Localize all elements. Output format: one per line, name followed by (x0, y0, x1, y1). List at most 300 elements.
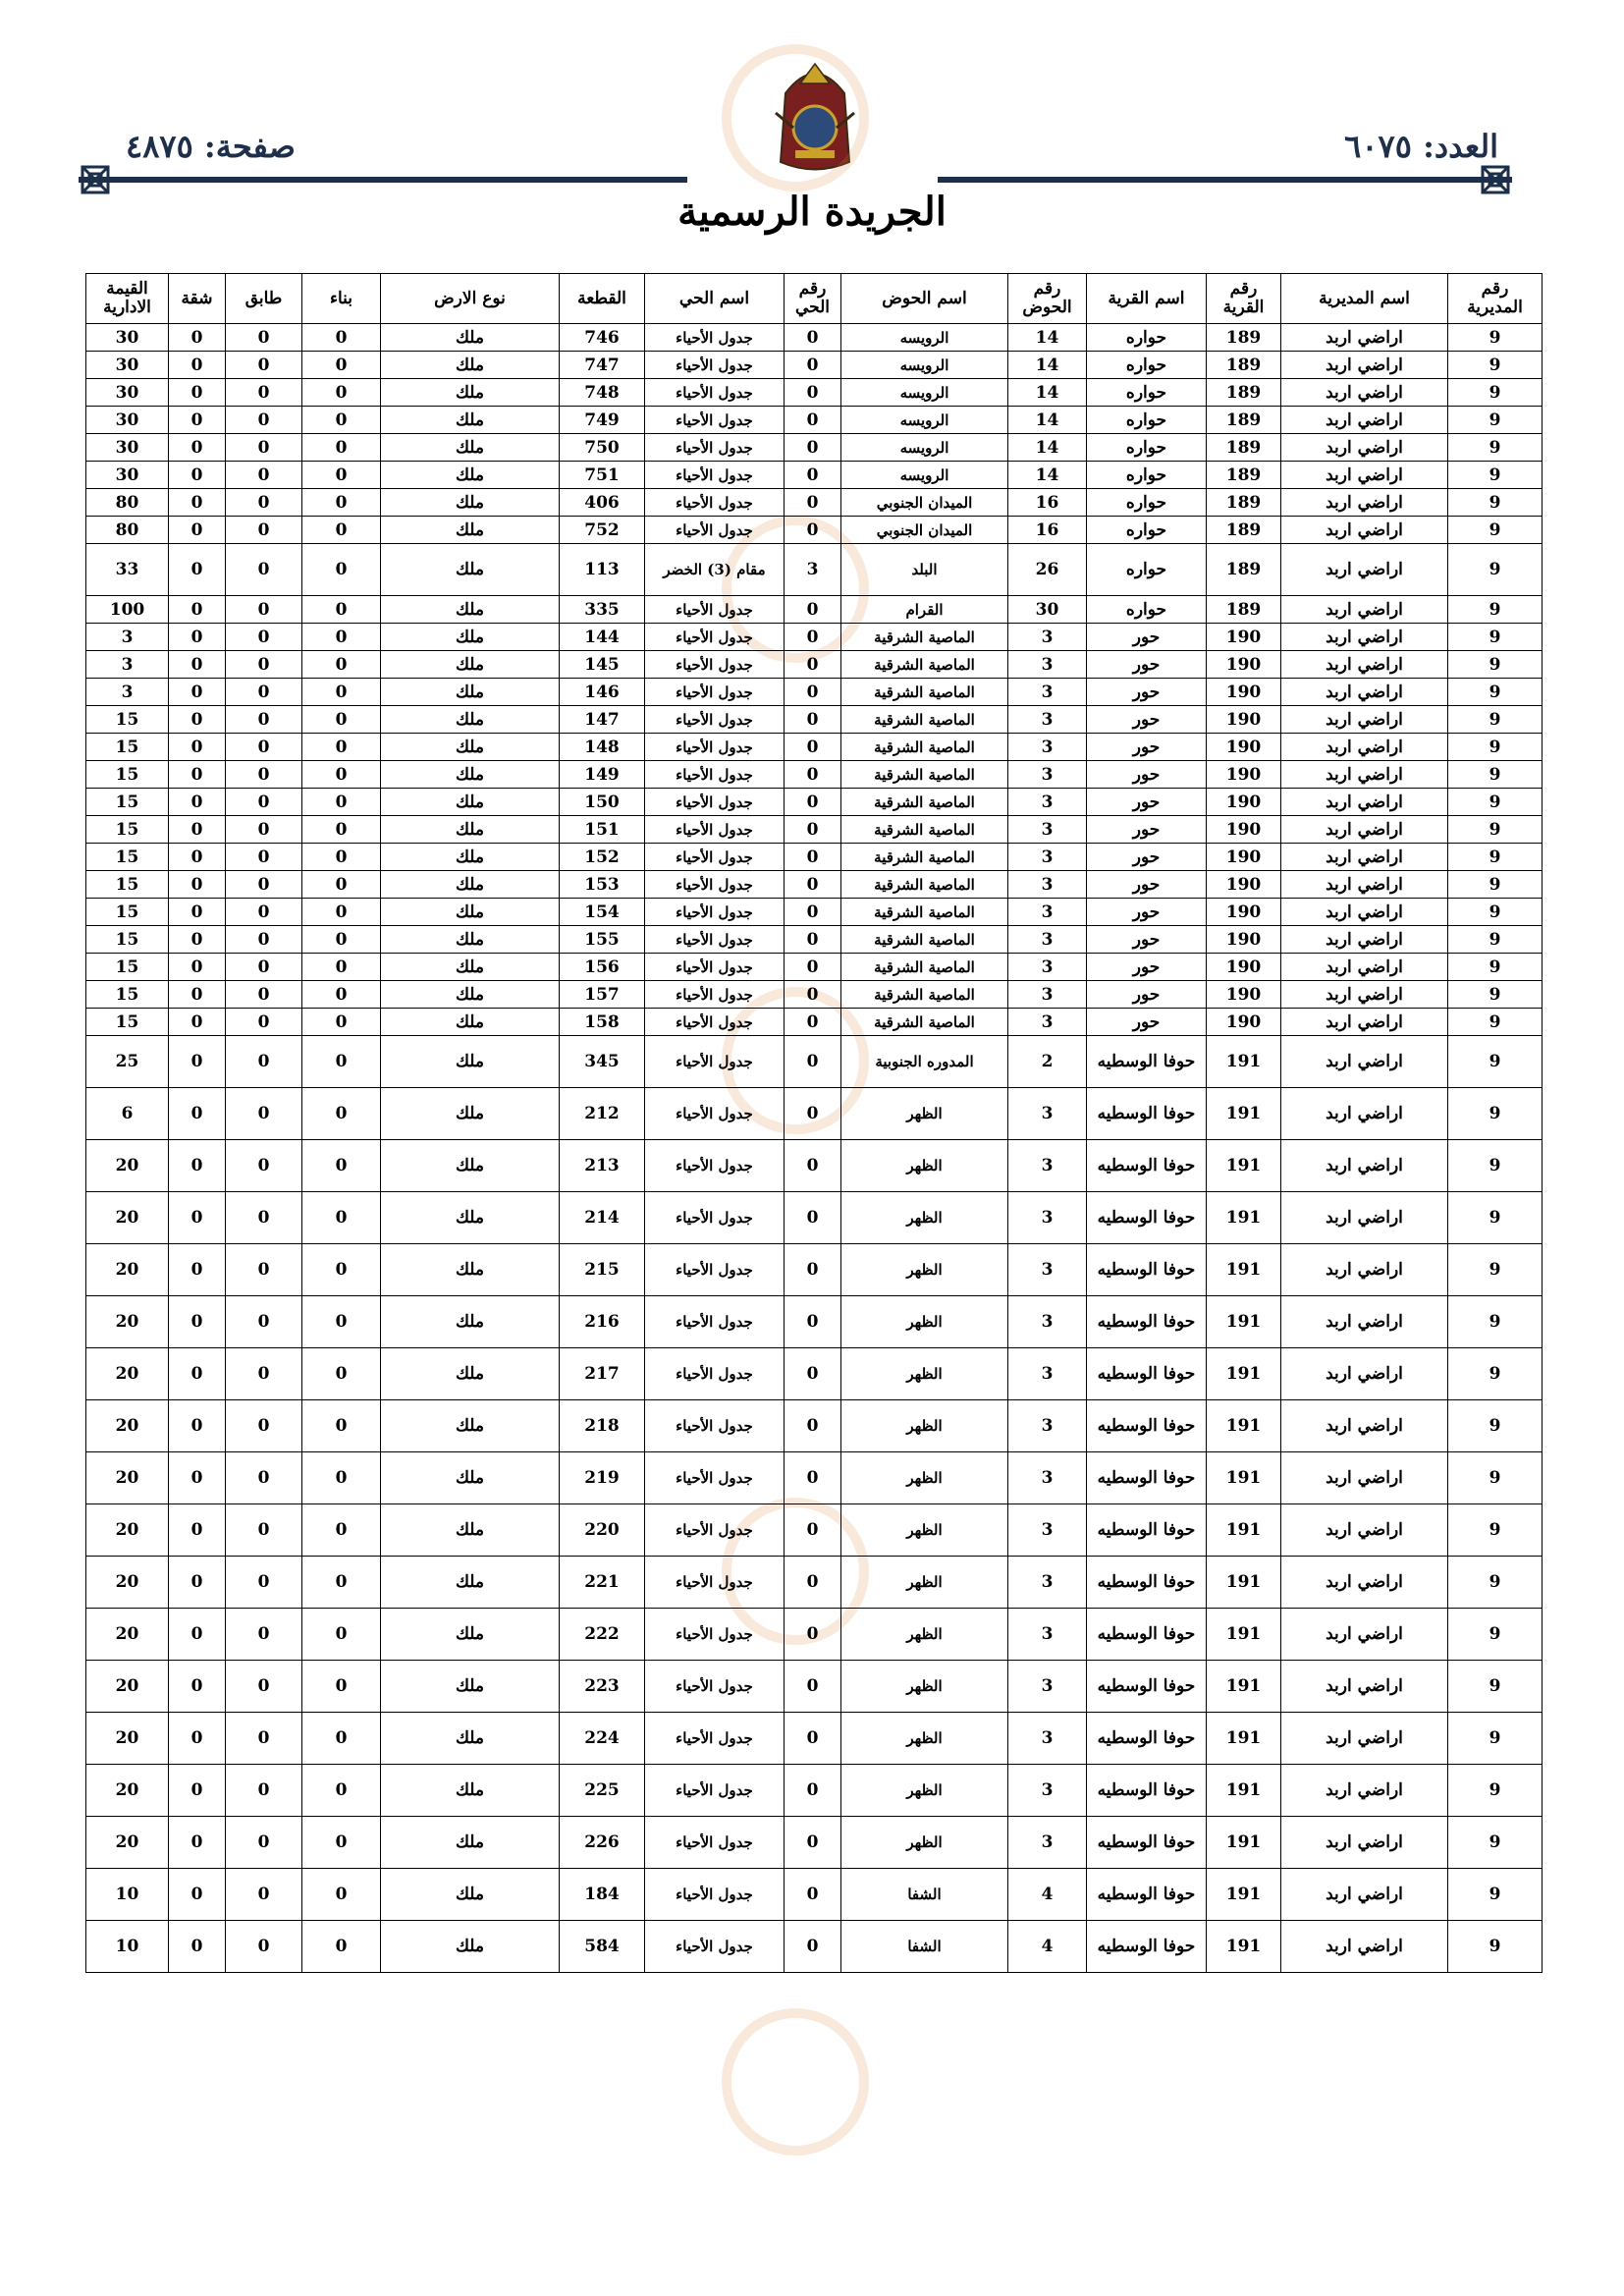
table-cell: 15 (86, 734, 169, 761)
table-cell: اراضي اربد (1281, 1348, 1448, 1400)
table-cell: 189 (1207, 517, 1281, 544)
table-cell: 0 (169, 1504, 226, 1557)
table-cell: الماصية الشرقية (841, 651, 1008, 679)
table-cell: جدول الأحياء (645, 624, 785, 651)
table-row (86, 679, 1543, 706)
table-cell: 0 (169, 1869, 226, 1921)
table-row (86, 1557, 1543, 1609)
table-cell: 0 (226, 544, 302, 596)
table-cell: 9 (1448, 434, 1543, 462)
table-cell: 0 (302, 352, 381, 379)
table-cell: اراضي اربد (1281, 517, 1448, 544)
table-cell: 189 (1207, 544, 1281, 596)
table-cell: حور (1087, 871, 1207, 899)
table-cell: 0 (785, 1036, 841, 1088)
table-cell: 20 (86, 1400, 169, 1452)
table-cell: جدول الأحياء (645, 324, 785, 352)
table-cell: 9 (1448, 1504, 1543, 1557)
table-cell: اراضي اربد (1281, 1088, 1448, 1140)
table-cell: 3 (1008, 1009, 1087, 1036)
page-number: صفحة: ٤٨٧٥ (126, 128, 296, 165)
table-row (86, 706, 1543, 734)
table-cell: 0 (302, 651, 381, 679)
table-cell: الرويسه (841, 352, 1008, 379)
table-cell: 0 (302, 1348, 381, 1400)
table-cell: ملك (381, 1504, 560, 1557)
table-cell: 0 (785, 899, 841, 926)
table-cell: جدول الأحياء (645, 899, 785, 926)
table-cell: 189 (1207, 324, 1281, 352)
table-cell: 9 (1448, 596, 1543, 624)
table-cell: الماصية الشرقية (841, 981, 1008, 1009)
table-cell: 9 (1448, 899, 1543, 926)
table-cell: ملك (381, 1400, 560, 1452)
table-cell: 3 (1008, 706, 1087, 734)
table-cell: اراضي اربد (1281, 706, 1448, 734)
table-cell: اراضي اربد (1281, 462, 1448, 489)
table-cell: 0 (785, 1817, 841, 1869)
table-cell: حوفا الوسطيه (1087, 1869, 1207, 1921)
table-cell: 190 (1207, 679, 1281, 706)
table-cell: 30 (86, 352, 169, 379)
table-cell: 20 (86, 1661, 169, 1713)
table-cell: ملك (381, 679, 560, 706)
table-cell: 220 (560, 1504, 645, 1557)
table-cell: 0 (302, 624, 381, 651)
table-cell: جدول الأحياء (645, 734, 785, 761)
table-cell: 0 (302, 434, 381, 462)
table-cell: 0 (169, 1817, 226, 1869)
table-cell: 0 (226, 1244, 302, 1296)
table-cell: 191 (1207, 1504, 1281, 1557)
table-cell: 0 (169, 544, 226, 596)
table-cell: حور (1087, 954, 1207, 981)
table-cell: 144 (560, 624, 645, 651)
table-cell: 3 (1008, 1348, 1087, 1400)
table-cell: 3 (1008, 789, 1087, 816)
table-cell: الماصية الشرقية (841, 1009, 1008, 1036)
table-cell: 191 (1207, 1348, 1281, 1400)
table-cell: اراضي اربد (1281, 1192, 1448, 1244)
table-cell: جدول الأحياء (645, 706, 785, 734)
table-cell: 156 (560, 954, 645, 981)
column-header: اسم المديرية (1281, 274, 1448, 324)
table-cell: الظهر (841, 1817, 1008, 1869)
table-cell: 9 (1448, 1296, 1543, 1348)
table-cell: 213 (560, 1140, 645, 1192)
table-cell: 20 (86, 1140, 169, 1192)
table-row (86, 1504, 1543, 1557)
table-cell: 9 (1448, 1400, 1543, 1452)
table-cell: ملك (381, 871, 560, 899)
table-cell: حوفا الوسطيه (1087, 1765, 1207, 1817)
table-cell: جدول الأحياء (645, 981, 785, 1009)
table-cell: 190 (1207, 981, 1281, 1009)
table-cell: 0 (226, 899, 302, 926)
table-cell: 0 (226, 954, 302, 981)
table-cell: 0 (302, 679, 381, 706)
table-cell: 15 (86, 871, 169, 899)
table-row (86, 489, 1543, 517)
table-cell: 191 (1207, 1661, 1281, 1713)
table-cell: 0 (169, 926, 226, 954)
table-cell: 0 (785, 981, 841, 1009)
table-cell: 0 (169, 1348, 226, 1400)
table-cell: 0 (169, 954, 226, 981)
table-cell: ملك (381, 489, 560, 517)
table-cell: 0 (785, 1348, 841, 1400)
table-cell: 191 (1207, 1244, 1281, 1296)
table-cell: 216 (560, 1296, 645, 1348)
table-cell: 0 (785, 789, 841, 816)
table-cell: الشفا (841, 1921, 1008, 1973)
table-cell: 148 (560, 734, 645, 761)
table-cell: 14 (1008, 407, 1087, 434)
table-cell: ملك (381, 1817, 560, 1869)
table-cell: 0 (169, 434, 226, 462)
table-cell: جدول الأحياء (645, 1244, 785, 1296)
table-cell: 224 (560, 1713, 645, 1765)
table-cell: 9 (1448, 1140, 1543, 1192)
table-cell: اراضي اربد (1281, 651, 1448, 679)
table-cell: 0 (226, 734, 302, 761)
column-header: القطعة (560, 274, 645, 324)
table-cell: اراضي اربد (1281, 544, 1448, 596)
table-cell: 0 (302, 1009, 381, 1036)
table-cell: 147 (560, 706, 645, 734)
table-row (86, 379, 1543, 407)
table-cell: 0 (226, 1400, 302, 1452)
table-cell: ملك (381, 734, 560, 761)
table-cell: جدول الأحياء (645, 1400, 785, 1452)
table-cell: ملك (381, 1192, 560, 1244)
table-cell: الماصية الشرقية (841, 734, 1008, 761)
table-cell: 0 (302, 734, 381, 761)
table-cell: الماصية الشرقية (841, 899, 1008, 926)
table-cell: 15 (86, 844, 169, 871)
column-header: اسم الحوض (841, 274, 1008, 324)
table-row (86, 1348, 1543, 1400)
table-cell: 0 (169, 651, 226, 679)
table-cell: اراضي اربد (1281, 1504, 1448, 1557)
table-cell: 20 (86, 1609, 169, 1661)
table-cell: 20 (86, 1765, 169, 1817)
table-cell: 0 (226, 1009, 302, 1036)
table-cell: جدول الأحياء (645, 1009, 785, 1036)
table-cell: 3 (1008, 899, 1087, 926)
table-cell: 9 (1448, 816, 1543, 844)
table-cell: 0 (226, 624, 302, 651)
table-cell: 0 (785, 434, 841, 462)
table-cell: 0 (785, 761, 841, 789)
table-cell: حور (1087, 981, 1207, 1009)
table-cell: 155 (560, 926, 645, 954)
table-cell: الظهر (841, 1609, 1008, 1661)
table-cell: 152 (560, 844, 645, 871)
table-cell: 0 (785, 1921, 841, 1973)
table-cell: 190 (1207, 1009, 1281, 1036)
table-cell: 218 (560, 1400, 645, 1452)
table-cell: 3 (1008, 1504, 1087, 1557)
table-cell: 9 (1448, 1088, 1543, 1140)
table-cell: 0 (226, 1713, 302, 1765)
column-header: القيمة الادارية (86, 274, 169, 324)
table-cell: 0 (226, 1452, 302, 1504)
table-cell: 10 (86, 1869, 169, 1921)
table-cell: اراضي اربد (1281, 1296, 1448, 1348)
table-cell: ملك (381, 926, 560, 954)
table-cell: جدول الأحياء (645, 789, 785, 816)
table-cell: 189 (1207, 462, 1281, 489)
column-header: طابق (226, 274, 302, 324)
table-cell: 15 (86, 926, 169, 954)
table-cell: ملك (381, 407, 560, 434)
table-cell: 3 (1008, 926, 1087, 954)
table-cell: 0 (226, 1817, 302, 1869)
table-cell: حوفا الوسطيه (1087, 1817, 1207, 1869)
table-cell: 20 (86, 1192, 169, 1244)
table-cell: 26 (1008, 544, 1087, 596)
table-cell: 3 (1008, 981, 1087, 1009)
table-cell: القرام (841, 596, 1008, 624)
table-cell: حوفا الوسطيه (1087, 1192, 1207, 1244)
table-cell: 9 (1448, 1921, 1543, 1973)
table-cell: 190 (1207, 706, 1281, 734)
table-cell: 0 (169, 1661, 226, 1713)
table-cell: 30 (86, 407, 169, 434)
header-row (86, 274, 1543, 324)
table-cell: 0 (785, 379, 841, 407)
table-cell: 9 (1448, 407, 1543, 434)
table-cell: الماصية الشرقية (841, 789, 1008, 816)
table-cell: 0 (169, 324, 226, 352)
table-cell: ملك (381, 1036, 560, 1088)
table-cell: حور (1087, 1009, 1207, 1036)
table-cell: 0 (302, 1713, 381, 1765)
table-cell: 0 (785, 352, 841, 379)
table-cell: الظهر (841, 1244, 1008, 1296)
table-cell: 9 (1448, 1348, 1543, 1400)
table-cell: 0 (169, 899, 226, 926)
table-cell: 0 (226, 352, 302, 379)
table-cell: اراضي اربد (1281, 871, 1448, 899)
table-cell: 0 (169, 1452, 226, 1504)
table-cell: 0 (226, 1036, 302, 1088)
table-cell: 0 (302, 871, 381, 899)
table-cell: اراضي اربد (1281, 1009, 1448, 1036)
table-cell: 0 (169, 871, 226, 899)
table-cell: ملك (381, 816, 560, 844)
table-cell: 0 (169, 1140, 226, 1192)
table-cell: اراضي اربد (1281, 679, 1448, 706)
table-cell: 0 (226, 407, 302, 434)
table-cell: 0 (302, 462, 381, 489)
table-cell: 0 (169, 1400, 226, 1452)
table-cell: 0 (169, 1009, 226, 1036)
table-cell: 20 (86, 1713, 169, 1765)
table-cell: اراضي اربد (1281, 596, 1448, 624)
table-cell: 335 (560, 596, 645, 624)
column-header: رقم المديرية (1448, 274, 1543, 324)
table-cell: 0 (302, 981, 381, 1009)
table-cell: 217 (560, 1348, 645, 1400)
table-cell: 0 (302, 844, 381, 871)
table-cell: ملك (381, 1452, 560, 1504)
table-cell: اراضي اربد (1281, 324, 1448, 352)
table-cell: 190 (1207, 816, 1281, 844)
table-cell: اراضي اربد (1281, 734, 1448, 761)
table-cell: اراضي اربد (1281, 816, 1448, 844)
table-cell: 3 (1008, 816, 1087, 844)
table-cell: 3 (1008, 1713, 1087, 1765)
table-cell: جدول الأحياء (645, 871, 785, 899)
table-cell: 0 (785, 734, 841, 761)
table-cell: اراضي اربد (1281, 407, 1448, 434)
table-cell: 0 (785, 1661, 841, 1713)
table-cell: 0 (169, 1557, 226, 1609)
table-cell: اراضي اربد (1281, 954, 1448, 981)
column-header: اسم القرية (1087, 274, 1207, 324)
table-cell: حواره (1087, 379, 1207, 407)
table-cell: 0 (785, 1869, 841, 1921)
table-row (86, 789, 1543, 816)
table-cell: 0 (169, 596, 226, 624)
table-cell: 0 (302, 489, 381, 517)
column-header: نوع الارض (381, 274, 560, 324)
table-cell: 0 (785, 1400, 841, 1452)
table-cell: مقام (3) الخضر (645, 544, 785, 596)
table-cell: الماصية الشرقية (841, 816, 1008, 844)
table-cell: 14 (1008, 462, 1087, 489)
table-cell: 0 (302, 324, 381, 352)
table-cell: 0 (785, 517, 841, 544)
table-cell: 0 (226, 489, 302, 517)
table-cell: 0 (226, 1088, 302, 1140)
table-cell: 0 (169, 1921, 226, 1973)
table-cell: ملك (381, 761, 560, 789)
table-row (86, 981, 1543, 1009)
table-cell: 15 (86, 706, 169, 734)
table-cell: 9 (1448, 761, 1543, 789)
table-cell: الظهر (841, 1400, 1008, 1452)
table-cell: 9 (1448, 544, 1543, 596)
table-header (86, 274, 1543, 324)
table-cell: جدول الأحياء (645, 1088, 785, 1140)
table-cell: 0 (169, 517, 226, 544)
table-cell: حوفا الوسطيه (1087, 1036, 1207, 1088)
table-cell: 3 (1008, 844, 1087, 871)
table-cell: 15 (86, 981, 169, 1009)
table-cell: جدول الأحياء (645, 379, 785, 407)
table-cell: حور (1087, 706, 1207, 734)
table-cell: 0 (785, 624, 841, 651)
table-cell: حور (1087, 761, 1207, 789)
table-cell: حور (1087, 899, 1207, 926)
table-cell: 190 (1207, 734, 1281, 761)
table-cell: 151 (560, 816, 645, 844)
table-cell: 191 (1207, 1765, 1281, 1817)
table-cell: اراضي اربد (1281, 1921, 1448, 1973)
table-cell: المدوره الجنوبية (841, 1036, 1008, 1088)
table-cell: 15 (86, 761, 169, 789)
table-cell: جدول الأحياء (645, 651, 785, 679)
table-cell: الماصية الشرقية (841, 844, 1008, 871)
table-cell: 191 (1207, 1817, 1281, 1869)
table-cell: اراضي اربد (1281, 1869, 1448, 1921)
table-cell: جدول الأحياء (645, 954, 785, 981)
table-cell: 9 (1448, 1244, 1543, 1296)
table-cell: 30 (86, 462, 169, 489)
table-cell: ملك (381, 844, 560, 871)
table-row (86, 926, 1543, 954)
table-cell: 15 (86, 816, 169, 844)
table-cell: حواره (1087, 517, 1207, 544)
table-cell: حوفا الوسطيه (1087, 1504, 1207, 1557)
table-row (86, 734, 1543, 761)
table-cell: 3 (1008, 1817, 1087, 1869)
column-header: شقة (169, 274, 226, 324)
table-cell: اراضي اربد (1281, 352, 1448, 379)
table-cell: 0 (226, 816, 302, 844)
table-cell: 3 (1008, 734, 1087, 761)
table-cell: الماصية الشرقية (841, 954, 1008, 981)
table-row (86, 1192, 1543, 1244)
table-cell: اراضي اربد (1281, 489, 1448, 517)
table-cell: 190 (1207, 926, 1281, 954)
table-cell: 751 (560, 462, 645, 489)
table-cell: جدول الأحياء (645, 816, 785, 844)
table-cell: 0 (169, 816, 226, 844)
table-cell: 222 (560, 1609, 645, 1661)
table-cell: 3 (86, 651, 169, 679)
table-cell: 0 (226, 789, 302, 816)
table-cell: 0 (785, 1296, 841, 1348)
table-cell: حوفا الوسطيه (1087, 1400, 1207, 1452)
table-cell: 0 (226, 462, 302, 489)
table-row (86, 324, 1543, 352)
table-cell: 0 (785, 1713, 841, 1765)
table-cell: 20 (86, 1244, 169, 1296)
table-cell: حوفا الوسطيه (1087, 1140, 1207, 1192)
table-cell: 0 (226, 1557, 302, 1609)
table-cell: 190 (1207, 954, 1281, 981)
table-cell: 14 (1008, 379, 1087, 407)
table-cell: ملك (381, 352, 560, 379)
table-cell: 14 (1008, 352, 1087, 379)
table-cell: 191 (1207, 1609, 1281, 1661)
table-cell: جدول الأحياء (645, 1869, 785, 1921)
table-cell: 0 (169, 1765, 226, 1817)
table-cell: ملك (381, 1296, 560, 1348)
records-table (85, 273, 1543, 1973)
table-cell: الظهر (841, 1557, 1008, 1609)
table-row (86, 651, 1543, 679)
table-cell: جدول الأحياء (645, 926, 785, 954)
table-cell: 9 (1448, 1009, 1543, 1036)
table-cell: 10 (86, 1921, 169, 1973)
table-cell: حواره (1087, 324, 1207, 352)
table-cell: 189 (1207, 596, 1281, 624)
table-row (86, 1140, 1543, 1192)
table-cell: 0 (226, 761, 302, 789)
table-cell: 0 (169, 1192, 226, 1244)
table-cell: 0 (226, 1921, 302, 1973)
table-cell: جدول الأحياء (645, 679, 785, 706)
table-cell: 3 (1008, 1557, 1087, 1609)
table-cell: ملك (381, 1348, 560, 1400)
table-cell: 0 (226, 1192, 302, 1244)
table-cell: 0 (169, 1088, 226, 1140)
